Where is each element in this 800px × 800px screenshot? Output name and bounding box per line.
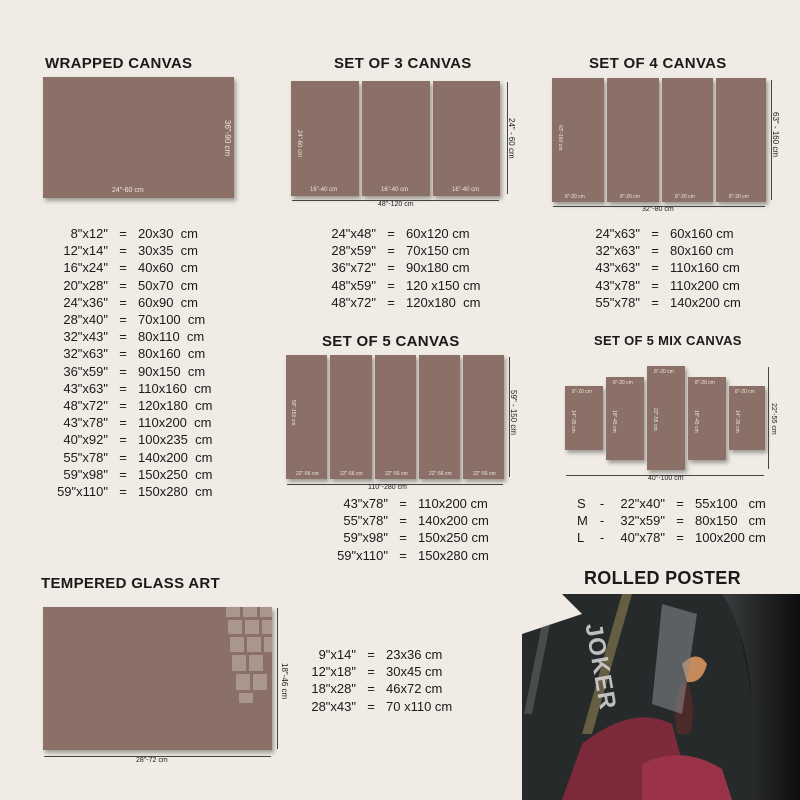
equals-sign: = bbox=[651, 277, 659, 293]
equals-sign: = bbox=[119, 415, 127, 431]
mix-height-line bbox=[768, 367, 769, 469]
size-inch: 43"x63" bbox=[595, 260, 640, 276]
size-inch: 43"x63" bbox=[63, 380, 108, 396]
equals-sign: = bbox=[387, 243, 395, 259]
equals-sign: = bbox=[651, 243, 659, 259]
equals-sign: = bbox=[119, 432, 127, 448]
set4-title: SET OF 4 CANVAS bbox=[589, 55, 727, 72]
size-cm: 30x35 cm bbox=[138, 243, 198, 259]
equals-sign: = bbox=[119, 329, 127, 345]
size-cm: 70 x110 cm bbox=[386, 698, 453, 714]
set3-left-label: 24"-60 cm bbox=[296, 130, 302, 158]
equals-sign: = bbox=[119, 484, 127, 500]
size-row bbox=[318, 242, 480, 259]
size-cm: 70x150 cm bbox=[406, 243, 470, 259]
equals-sign: = bbox=[119, 363, 127, 379]
equals-sign: = bbox=[399, 496, 407, 511]
size-inch: 40"x78" bbox=[620, 530, 665, 546]
size-inch: 28"x40" bbox=[63, 312, 108, 328]
size-cm: 100x235 cm bbox=[138, 432, 213, 448]
size-inch: 55"x78" bbox=[63, 449, 108, 465]
wrapped-width-label: 24"-60 cm bbox=[112, 187, 144, 194]
size-row bbox=[52, 483, 212, 500]
size-inch: 43"x78" bbox=[343, 496, 388, 511]
size-cm: 80x160 cm bbox=[670, 243, 734, 259]
size-inch: 16"x24" bbox=[63, 260, 108, 276]
size-cm: 46x72 cm bbox=[386, 681, 443, 697]
size-inch: 40"x92" bbox=[63, 432, 108, 448]
size-cm: 80x150 cm bbox=[695, 513, 766, 529]
size-row bbox=[590, 242, 741, 259]
wrapped-canvas-title: WRAPPED CANVAS bbox=[45, 55, 193, 72]
size-row bbox=[52, 345, 212, 362]
size-row bbox=[318, 512, 489, 529]
size-cm: 120 x150 cm bbox=[406, 277, 481, 293]
size-cm: 60x160 cm bbox=[670, 226, 734, 241]
size-inch: 32"x43" bbox=[63, 329, 108, 345]
mix-panel-5-v-label: 14"-35 cm bbox=[734, 410, 740, 433]
size-cm: 140x200 cm bbox=[138, 449, 213, 465]
mix-panel-2-v-label: 18"-45 cm bbox=[611, 410, 617, 433]
size-cm: 140x200 cm bbox=[670, 294, 741, 310]
size-inch: 48"x72" bbox=[331, 294, 376, 310]
mix-panel-1-top-label: 8"-20 cm bbox=[572, 389, 592, 395]
size-inch: 36"x72" bbox=[331, 260, 376, 276]
set4-panel-2 bbox=[607, 78, 659, 202]
equals-sign: = bbox=[119, 294, 127, 310]
size-inch: 48"x72" bbox=[63, 398, 108, 414]
dash-sign: - bbox=[599, 530, 605, 546]
size-row bbox=[590, 225, 741, 242]
size-cm: 110x160 cm bbox=[138, 380, 212, 396]
mix-panel-3-v-label: 22"-55 cm bbox=[652, 408, 658, 431]
set5-width-label: 110"-280 cm bbox=[368, 484, 407, 491]
size-row bbox=[318, 495, 489, 512]
size-cm: 20x30 cm bbox=[138, 226, 198, 241]
set5-panel-5 bbox=[463, 355, 504, 479]
size-inch: 48"x59" bbox=[331, 277, 376, 293]
size-cm: 120x180 cm bbox=[406, 294, 481, 310]
equals-sign: = bbox=[676, 496, 684, 511]
size-row bbox=[52, 363, 212, 380]
size-cm: 80x110 cm bbox=[138, 329, 205, 345]
equals-sign: = bbox=[399, 530, 407, 546]
glass-panel bbox=[43, 607, 272, 750]
size-row bbox=[52, 311, 212, 328]
size-row bbox=[577, 495, 766, 512]
set3-panel-2-label: 16"-40 cm bbox=[381, 187, 409, 193]
set4-height-label: 63" - 160 cm bbox=[771, 112, 780, 158]
equals-sign: = bbox=[367, 698, 375, 714]
set5-panel-3-label: 22"-56 cm bbox=[385, 471, 408, 477]
equals-sign: = bbox=[651, 294, 659, 310]
set3-panel-3 bbox=[433, 81, 500, 196]
size-row bbox=[52, 259, 212, 276]
equals-sign: = bbox=[367, 681, 375, 697]
size-cm: 150x250 cm bbox=[138, 466, 213, 482]
size-inch: 24"x48" bbox=[331, 226, 376, 241]
size-inch: 12"x14" bbox=[63, 243, 108, 259]
set4-width-label: 32"-80 cm bbox=[642, 206, 674, 213]
set5-panel-5-label: 22"-56 cm bbox=[473, 471, 496, 477]
size-row bbox=[300, 698, 452, 715]
set3-height-label: 24" - 60 cm bbox=[507, 118, 516, 159]
size-cm: 150x250 cm bbox=[418, 530, 489, 546]
size-inch: 59"x110" bbox=[57, 484, 108, 500]
size-cm: 80x160 cm bbox=[138, 346, 206, 362]
size-cm: 140x200 cm bbox=[418, 513, 489, 529]
mix-panel-5-top-label: 8"-20 cm bbox=[735, 389, 755, 395]
size-inch: 28"x59" bbox=[331, 243, 376, 259]
glass-reflection bbox=[43, 607, 272, 750]
equals-sign: = bbox=[651, 260, 659, 276]
size-inch: 43"x78" bbox=[63, 415, 108, 431]
size-row bbox=[590, 294, 741, 311]
size-row bbox=[52, 242, 212, 259]
size-row bbox=[318, 529, 489, 546]
size-cm: 150x280 cm bbox=[418, 547, 489, 563]
set5-panel-2 bbox=[330, 355, 372, 479]
set3-sizes-list bbox=[318, 225, 480, 311]
set4-left-label: 63"-160 cm bbox=[557, 125, 563, 151]
size-cm: 55x100 cm bbox=[695, 496, 766, 511]
mix-sizes-list bbox=[577, 495, 766, 547]
equals-sign: = bbox=[119, 346, 127, 362]
set3-panel-2 bbox=[362, 81, 430, 196]
size-inch: 55"x78" bbox=[343, 513, 388, 529]
wrapped-sizes-list bbox=[52, 225, 212, 500]
size-inch: 22"x40" bbox=[620, 496, 665, 511]
size-inch: 59"x98" bbox=[63, 466, 108, 482]
set4-panel-2-label: 8"-20 cm bbox=[620, 194, 640, 200]
wrapped-canvas-panel bbox=[43, 77, 234, 198]
equals-sign: = bbox=[676, 530, 684, 546]
equals-sign: = bbox=[119, 398, 127, 414]
size-cm: 50x70 cm bbox=[138, 277, 198, 293]
equals-sign: = bbox=[387, 277, 395, 293]
set4-panel-3 bbox=[662, 78, 713, 202]
size-cm: 110x200 cm bbox=[418, 496, 488, 511]
equals-sign: = bbox=[387, 260, 395, 276]
set5-panel-1-label: 22"-56 cm bbox=[296, 471, 319, 477]
set3-panel-1-label: 16"-40 cm bbox=[310, 187, 338, 193]
equals-sign: = bbox=[399, 547, 407, 563]
set5-panel-4-label: 22"-56 cm bbox=[429, 471, 452, 477]
size-cm: 70x100 cm bbox=[138, 312, 206, 328]
size-letter: L bbox=[577, 530, 585, 546]
size-row bbox=[577, 512, 766, 529]
size-inch: 43"x78" bbox=[595, 277, 640, 293]
size-row bbox=[52, 466, 212, 483]
mix-height-label: 22"-55 cm bbox=[770, 403, 777, 435]
equals-sign: = bbox=[399, 513, 407, 529]
size-row bbox=[52, 294, 212, 311]
equals-sign: = bbox=[119, 380, 127, 396]
size-inch: 12"x18" bbox=[311, 664, 356, 680]
rolled-poster-image bbox=[522, 594, 800, 800]
equals-sign: = bbox=[119, 466, 127, 482]
set4-panel-1-label: 8"-20 cm bbox=[565, 194, 585, 200]
glass-height-line bbox=[277, 608, 278, 749]
size-row bbox=[52, 397, 212, 414]
dash-sign: - bbox=[599, 513, 605, 529]
glass-title: TEMPERED GLASS ART bbox=[41, 575, 221, 592]
equals-sign: = bbox=[367, 647, 375, 662]
poster-art bbox=[522, 594, 800, 800]
set5-height-label: 59" - 150 cm bbox=[509, 390, 518, 436]
equals-sign: = bbox=[367, 664, 375, 680]
equals-sign: = bbox=[387, 294, 395, 310]
size-cm: 60x120 cm bbox=[406, 226, 470, 241]
set5-panel-4 bbox=[419, 355, 460, 479]
size-cm: 110x160 cm bbox=[670, 260, 740, 276]
size-letter: M bbox=[577, 513, 588, 529]
size-inch: 55"x78" bbox=[595, 294, 640, 310]
size-row bbox=[300, 663, 452, 680]
size-inch: 32"x63" bbox=[595, 243, 640, 259]
size-inch: 32"x59" bbox=[620, 513, 665, 529]
size-row bbox=[318, 225, 480, 242]
mix-panel-4-v-label: 18"-45 cm bbox=[693, 410, 699, 433]
set5-panel-2-label: 22"-56 cm bbox=[340, 471, 363, 477]
set5-title: SET OF 5 CANVAS bbox=[322, 333, 460, 350]
size-row bbox=[590, 259, 741, 276]
size-row bbox=[52, 328, 212, 345]
mix-panel-4-top-label: 8"-20 cm bbox=[695, 380, 715, 386]
size-cm: 150x280 cm bbox=[138, 484, 213, 500]
equals-sign: = bbox=[651, 226, 659, 241]
size-cm: 90x180 cm bbox=[406, 260, 470, 276]
equals-sign: = bbox=[119, 243, 127, 259]
equals-sign: = bbox=[119, 260, 127, 276]
set4-panel-4 bbox=[716, 78, 766, 202]
equals-sign: = bbox=[119, 449, 127, 465]
size-row bbox=[300, 646, 452, 663]
equals-sign: = bbox=[119, 277, 127, 293]
set5-sizes-list bbox=[318, 495, 489, 564]
size-inch: 24"x63" bbox=[595, 226, 640, 241]
glass-height-label: 18"-46 cm bbox=[280, 663, 289, 700]
mix-title: SET OF 5 MIX CANVAS bbox=[594, 333, 742, 348]
equals-sign: = bbox=[119, 312, 127, 328]
size-cm: 110x200 cm bbox=[138, 415, 212, 431]
size-inch: 20"x28" bbox=[63, 277, 108, 293]
size-inch: 24"x36" bbox=[63, 294, 108, 310]
size-inch: 36"x59" bbox=[63, 363, 108, 379]
size-row bbox=[318, 294, 480, 311]
wrapped-height-label: 36"-90 cm bbox=[223, 120, 232, 157]
size-cm: 60x90 cm bbox=[138, 294, 198, 310]
glass-width-label: 28"-72 cm bbox=[136, 757, 168, 764]
mix-width-label: 40"-100 cm bbox=[648, 475, 684, 482]
size-cm: 120x180 cm bbox=[138, 398, 213, 414]
size-row bbox=[590, 277, 741, 294]
glass-sizes-list bbox=[300, 646, 452, 715]
set4-sizes-list bbox=[590, 225, 741, 311]
equals-sign: = bbox=[119, 226, 127, 241]
size-row bbox=[577, 529, 766, 546]
size-inch: 18"x28" bbox=[311, 681, 356, 697]
size-inch: 9"x14" bbox=[318, 647, 356, 662]
size-cm: 110x200 cm bbox=[670, 277, 740, 293]
equals-sign: = bbox=[387, 226, 395, 241]
size-inch: 59"x98" bbox=[343, 530, 388, 546]
size-row bbox=[52, 380, 212, 397]
size-letter: S bbox=[577, 496, 586, 511]
size-row bbox=[52, 225, 212, 242]
set3-width-label: 48"-120 cm bbox=[378, 201, 414, 208]
dash-sign: - bbox=[599, 496, 605, 511]
size-row bbox=[318, 547, 489, 564]
size-row bbox=[300, 680, 452, 697]
equals-sign: = bbox=[676, 513, 684, 529]
size-cm: 40x60 cm bbox=[138, 260, 198, 276]
set3-panel-3-label: 16"-40 cm bbox=[452, 187, 480, 193]
poster-art-text: JOKER bbox=[579, 621, 622, 713]
set4-panel-3-label: 8"-20 cm bbox=[675, 194, 695, 200]
size-inch: 59"x110" bbox=[337, 547, 388, 563]
mix-panel-1-v-label: 14"-35 cm bbox=[570, 410, 576, 433]
size-row bbox=[52, 431, 212, 448]
size-row bbox=[318, 277, 480, 294]
size-row bbox=[52, 414, 212, 431]
set5-left-label: 59"-150 cm bbox=[290, 400, 296, 426]
size-inch: 32"x63" bbox=[63, 346, 108, 362]
size-row bbox=[52, 449, 212, 466]
size-inch: 28"x43" bbox=[311, 698, 356, 714]
size-cm: 30x45 cm bbox=[386, 664, 443, 680]
size-row bbox=[52, 277, 212, 294]
mix-panel-3-top-label: 8"-20 cm bbox=[654, 369, 674, 375]
mix-panel-2-top-label: 8"-20 cm bbox=[613, 380, 633, 386]
size-inch: 8"x12" bbox=[70, 226, 108, 241]
set4-panel-4-label: 8"-20 cm bbox=[729, 194, 749, 200]
size-row bbox=[318, 259, 480, 276]
size-cm: 23x36 cm bbox=[386, 647, 443, 662]
set5-panel-3 bbox=[375, 355, 416, 479]
size-cm: 100x200 cm bbox=[695, 530, 766, 546]
size-cm: 90x150 cm bbox=[138, 363, 206, 379]
poster-title: ROLLED POSTER bbox=[584, 568, 741, 588]
set3-title: SET OF 3 CANVAS bbox=[334, 55, 472, 72]
